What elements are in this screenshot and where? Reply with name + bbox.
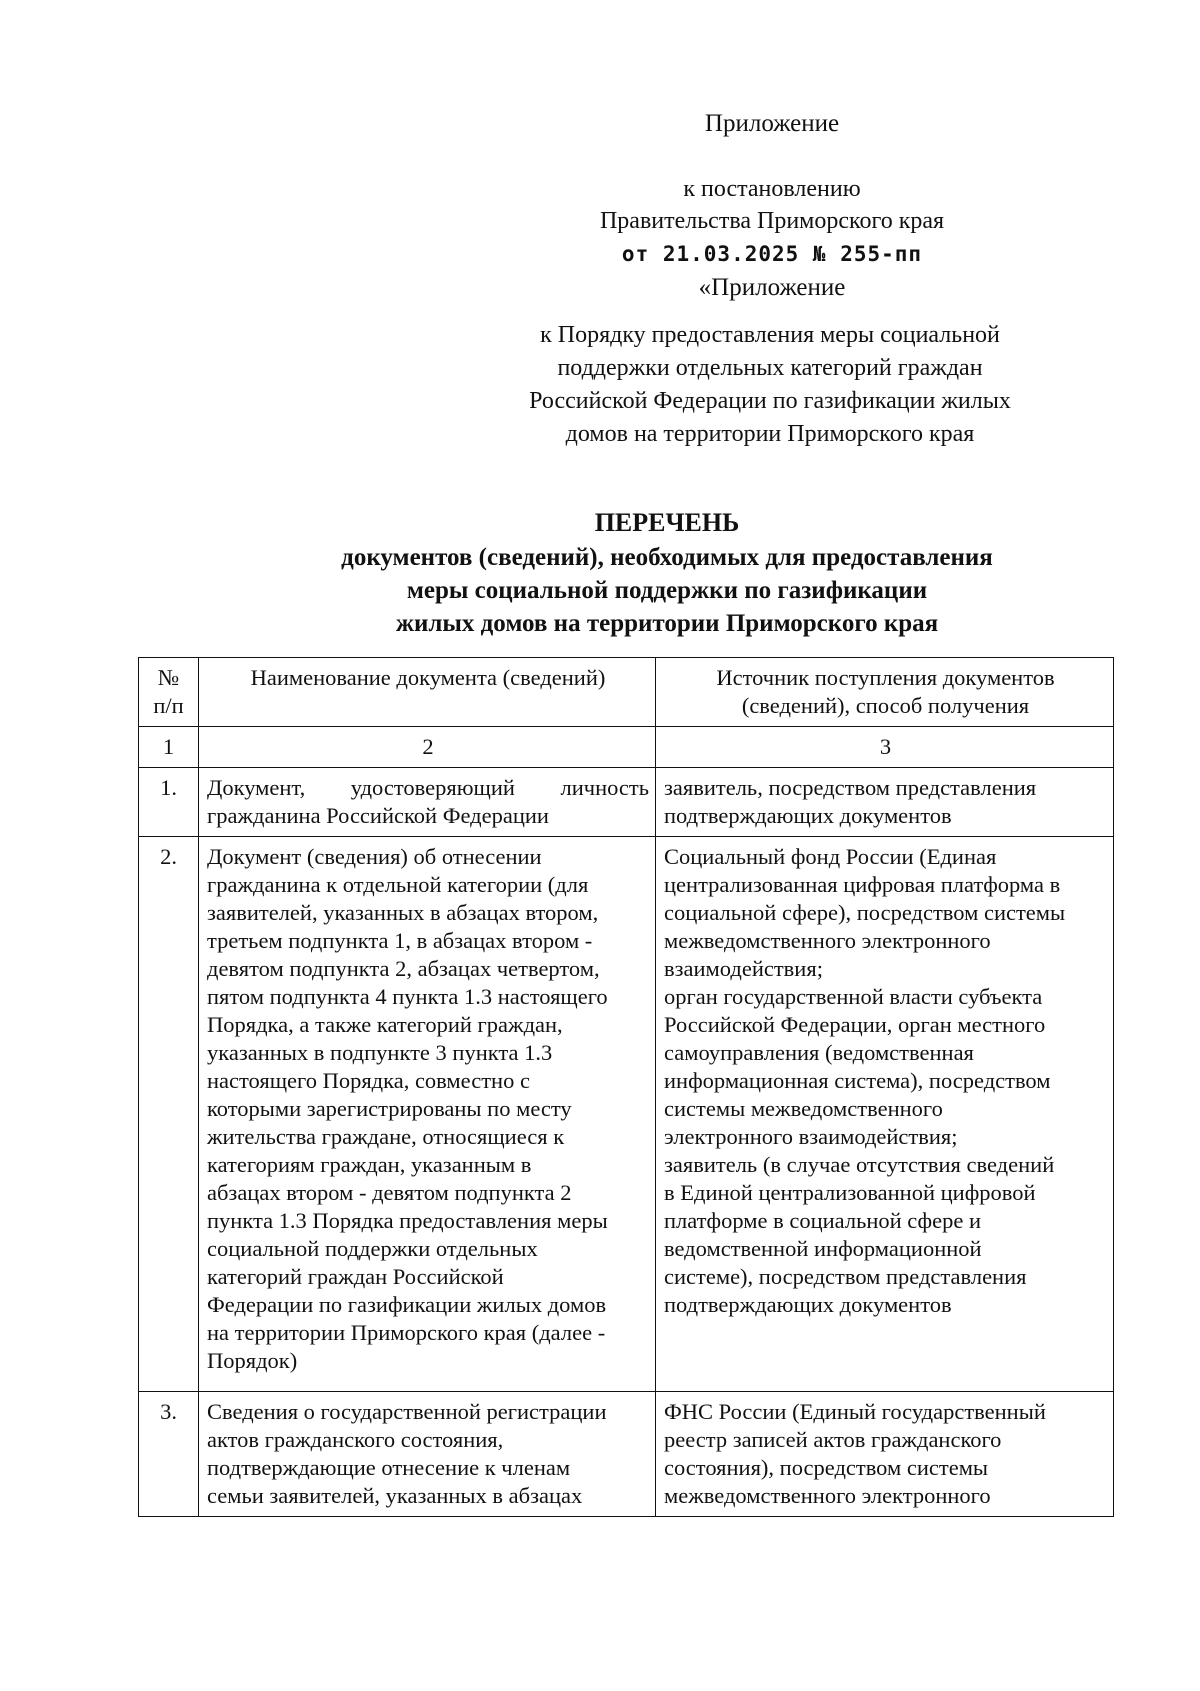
table-header-row [139, 658, 1114, 727]
order-line-4: домов на территории Приморского края [565, 421, 975, 447]
document-subtitle-line-3: жилых домов на территории Приморского края [395, 610, 939, 637]
resolution-date-number: от 21.03.2025 № 255-пп [621, 242, 923, 266]
document-title: ПЕРЕЧЕНЬ [594, 508, 740, 537]
row-document-source: ФНС России (Единый государственный реестр записей актов гражданского состояния), посредством системы межведомственного электронного [656, 1392, 1114, 1517]
row-number: 2. [139, 837, 199, 1392]
appendix-label: Приложение [704, 110, 840, 137]
government-name: Правительства Приморского края [599, 208, 945, 234]
row-document-source: Социальный фонд России (Единая централизованная цифровая платформа в социальной сфере), посредством системы межведомственного электронного взаимодействия; орган государственной власти субъекта Российской Федерации, орган местного самоуправления (ведомственная информационная система), посредством системы межведомственного электронного взаимодействия; заявитель (в случае отсутствия сведений в Единой централизованной цифровой платформе в социальной сфере и ведомственной информационной системе), посредством представления подтверждающих документов [656, 837, 1114, 1392]
order-line-1: к Порядку предоставления меры социальной [540, 322, 1000, 348]
order-line-3: Российской Федерации по газификации жилых [529, 388, 1011, 414]
table-row [139, 768, 1114, 837]
column-number-2: 2 [199, 727, 656, 768]
row-document-name-line: гражданина Российской Федерации [207, 803, 549, 828]
row-document-name-line: Документ, удостоверяющий личность [207, 775, 649, 800]
row-document-name [199, 768, 656, 837]
document-subtitle-line-2: меры социальной поддержки по газификации [406, 577, 928, 604]
order-line-2: поддержки отдельных категорий граждан [557, 355, 983, 381]
table-row [139, 1392, 1114, 1517]
row-number: 3. [139, 1392, 199, 1517]
header-source-cell: Источник поступления документов (сведений), способ получения [656, 658, 1114, 727]
documents-table [138, 657, 1114, 1517]
nested-appendix-label: «Приложение [698, 274, 846, 301]
header-number-cell: № п/п [139, 658, 199, 727]
row-number: 1. [139, 768, 199, 837]
row-document-name: Документ (сведения) об отнесении гражданина к отдельной категории (для заявителей, указанных в абзацах втором, третьем подпункта 1, в абзацах втором - девятом подпункта 2, абзацах четвертом, пятом подпункта 4 пункта 1.3 настоящего Порядка, а также категорий граждан, указанных в подпункте 3 пункта 1.3 настоящего Порядка, совместно с которыми зарегистрированы по месту жительства граждане, относящиеся к категориям граждан, указанным в абзацах втором - девятом подпункта 2 пункта 1.3 Порядка предоставления меры социальной поддержки отдельных категорий граждан Российской Федерации по газификации жилых домов на территории Приморского края (далее - Порядок) [199, 837, 656, 1392]
column-number-3: 3 [656, 727, 1114, 768]
resolution-reference: к постановлению [683, 176, 861, 202]
header-name-cell: Наименование документа (сведений) [199, 658, 656, 727]
row-document-source: заявитель, посредством представления подтверждающих документов [656, 768, 1114, 837]
row-document-name: Сведения о государственной регистрации актов гражданского состояния, подтверждающие отнесение к членам семьи заявителей, указанных в абзацах [199, 1392, 656, 1517]
column-number-row [139, 727, 1114, 768]
column-number-1: 1 [139, 727, 199, 768]
document-subtitle-line-1: документов (сведений), необходимых для предоставления [341, 544, 993, 571]
table-row [139, 837, 1114, 1392]
